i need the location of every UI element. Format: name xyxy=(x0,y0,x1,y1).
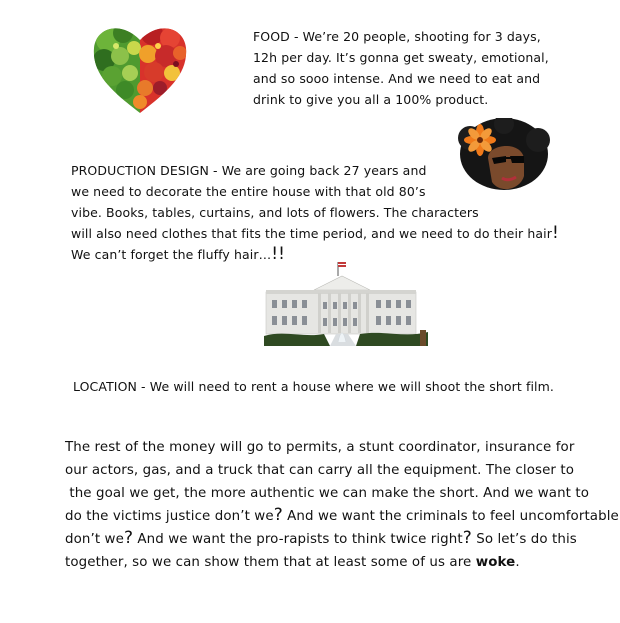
rest-line-3: the goal we get, the more authentic we can make the short. And we want to xyxy=(65,486,590,501)
rest-of-money-section xyxy=(65,436,619,574)
production-design-section xyxy=(71,160,559,265)
white-house-image xyxy=(264,258,428,350)
rest-line-5-a: don’t we xyxy=(65,532,124,547)
rest-line-5-c: So let’s do this xyxy=(471,532,577,547)
rest-line-4 xyxy=(65,505,619,528)
rest-line-4-a: do the victims justice don’t we xyxy=(65,509,274,524)
food-line-1: FOOD - We’re 20 people, shooting for 3 days, xyxy=(253,29,541,44)
location-section xyxy=(73,376,554,397)
food-line-3: and so sooo intense. And we need to eat and xyxy=(253,71,541,86)
question-mark: ? xyxy=(462,528,472,548)
production-line-3: vibe. Books, tables, curtains, and lots of flowers. The characters xyxy=(71,205,479,220)
food-section xyxy=(253,26,549,110)
rest-line-1: The rest of the money will go to permits, a stunt coordinator, insurance for xyxy=(65,440,575,455)
production-line-5-text: We can’t forget the fluffy hair… xyxy=(71,247,272,262)
location-text: LOCATION - We will need to rent a house where we will shoot the short film. xyxy=(73,379,554,394)
fruit-vegetable-heart-image xyxy=(90,18,190,118)
rest-line-4-b: And we want the criminals to feel uncomfortable xyxy=(282,509,619,524)
production-line-4 xyxy=(71,223,559,244)
production-line-2: we need to decorate the entire house with that old 80’s xyxy=(71,184,426,199)
production-line-5-exclamations: !! xyxy=(271,244,286,264)
production-line-4-exclamation: ! xyxy=(551,223,559,243)
rest-line-6-a: together, so we can show them that at least some of us are xyxy=(65,555,476,570)
production-line-1: PRODUCTION DESIGN - We are going back 27 years and xyxy=(71,163,427,178)
rest-line-6 xyxy=(65,551,619,574)
food-line-2: 12h per day. It’s gonna get sweaty, emotional, xyxy=(253,50,549,65)
rest-line-2: our actors, gas, and a truck that can carry all the equipment. The closer to xyxy=(65,463,575,478)
production-line-4-text: will also need clothes that fits the time period, and we need to do their hair xyxy=(71,226,552,241)
rest-line-5 xyxy=(65,528,619,551)
food-line-4: drink to give you all a 100% product. xyxy=(253,92,489,107)
question-mark: ? xyxy=(123,528,134,548)
rest-line-5-b: And we want the pro-rapists to think twice right xyxy=(133,532,463,547)
rest-line-6-c: . xyxy=(515,555,520,570)
woke-emphasis: woke xyxy=(475,555,516,570)
question-mark: ? xyxy=(273,505,283,525)
